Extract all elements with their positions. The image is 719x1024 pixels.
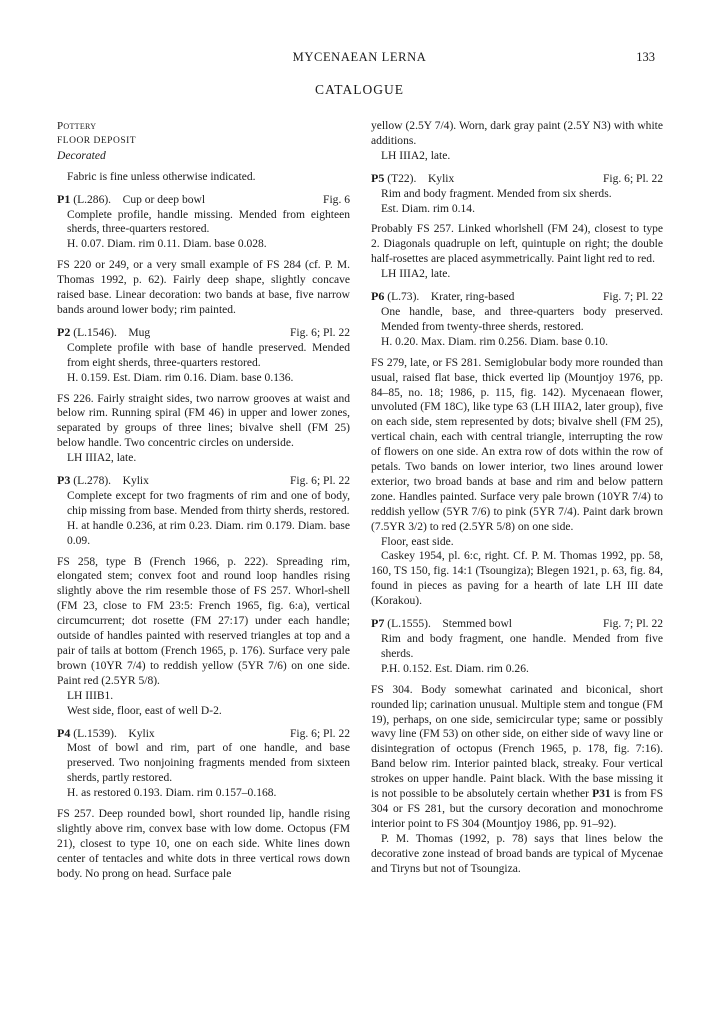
section-title: CATALOGUE: [315, 82, 404, 97]
entry-dimensions: H. 0.20. Max. Diam. rim 0.256. Diam. base 0.10.: [381, 335, 609, 348]
category-heading: Pottery: [57, 120, 97, 132]
entry-description: One handle, base, and three-quarters body preserved. Mended from twenty-three sherds, restored.: [381, 305, 663, 333]
entry-note: P. M. Thomas (1992, p. 78) says that lines below the decorative zone instead of broad bands are typical of Mycenae and Tiryns but not of Tsoungiza.: [371, 832, 663, 875]
entry-commentary: FS 257. Deep rounded bowl, short rounded lip, handle rising slightly above rim, convex base with low dome. Octopus (FM 21), closest to type 10, one on each side. White lines down center of tentacles and white dots in three vertical rows down body. No prong on head. Surface pale: [57, 808, 350, 880]
entry-title: (L.278). Kylix: [70, 475, 149, 488]
entry-id: P6: [371, 289, 385, 304]
entry-dimensions: H. 0.07. Diam. rim 0.11. Diam. base 0.028.: [67, 238, 267, 251]
page-number: 133: [636, 50, 655, 64]
entry-title: (L.1539). Kylix: [70, 727, 155, 740]
entry-id: P7: [371, 616, 385, 631]
commentary-text: FS 304. Body somewhat carinated and biconical, short rounded lip; carination unusual. Multiple stem and tongue (FM 19), perhaps, on one side, semicircular type; same or possibly wavy line (FM 53) on other side, on either side of wavy line or disintegration of octopus (French 1965, p. 178, fig. 7:16). Band below rim. Interior painted black, streaky. Four vertical strokes on upper handle. Paint black. With the base missing it is not possible to be absolutely certain whether: [371, 683, 663, 801]
figure-ref: Fig. 7; Pl. 22: [603, 618, 663, 631]
entry-title: (T22). Kylix: [384, 172, 455, 185]
entry-head-p2: [57, 325, 350, 341]
entry-id: P1: [57, 191, 71, 206]
entry-commentary: FS 279, late, or FS 281. Semiglobular body more rounded than usual, raised flat base, thick everted lip (Mountjoy 1976, pp. 84–85, no. 18; 1986, p. 115, fig. 142). Mycenaean flower, unvoluted (FM 18C), like type 63 (LH IIIA2, later group), five on each side, stem represented by dots; bivalve shell (FM 25), vertical chain, each with central triangle, interrupting the row of flowers on one side. An extra row of dots within the row of petals. Two bands on lower interior, two lines around lower exterior, two broad bands at base and rim and below pattern zone. Handles painted. Surface very pale brown (10YR 7/4) to reddish yellow (5YR 7/6) to pink (5YR 7/4). Paint dark brown (7.5YR 3/2) to red (2.5YR 5/8) on one side.: [371, 356, 663, 533]
entry-title: (L.286). Cup or deep bowl: [70, 193, 206, 206]
page-header: [0, 50, 719, 68]
entry-title: (L.73). Krater, ring-based: [384, 291, 515, 304]
entry-dimensions: P.H. 0.152. Est. Diam. rim 0.26.: [381, 662, 529, 675]
entry-date: LH IIIA2, late.: [381, 268, 451, 281]
entry-commentary: [371, 683, 663, 832]
entry-id: P4: [57, 725, 71, 740]
entry-id: P5: [371, 170, 385, 185]
figure-ref: Fig. 7; Pl. 22: [603, 291, 663, 304]
entry-findspot: West side, floor, east of well D-2.: [67, 704, 222, 717]
entry-dimensions: H. 0.159. Est. Diam. rim 0.16. Diam. base 0.136.: [67, 371, 294, 384]
entry-commentary: FS 220 or 249, or a very small example of FS 284 (cf. P. M. Thomas 1992, p. 62). Fairly deep shape, slightly concave raised base. Linear decoration: two bands at base, five narrow bands around lower body; rim painted.: [57, 259, 350, 316]
right-column: [371, 119, 663, 877]
entry-title: (L.1555). Stemmed bowl: [384, 618, 512, 631]
entry-dimensions: H. as restored 0.193. Diam. rim 0.157–0.168.: [67, 787, 277, 800]
running-title: MYCENAEAN LERNA: [292, 50, 427, 64]
entry-date: LH IIIA2, late.: [381, 149, 451, 162]
figure-ref: Fig. 6; Pl. 22: [290, 727, 350, 740]
entry-date: LH IIIB1.: [67, 689, 114, 702]
entry-dimensions: Est. Diam. rim 0.14.: [381, 202, 475, 215]
entry-head-p6: [371, 289, 663, 305]
entry-commentary-continued: yellow (2.5Y 7/4). Worn, dark gray paint (2.5Y N3) with white additions.: [371, 120, 663, 147]
left-column: [57, 119, 350, 882]
entry-description: Complete profile, handle missing. Mended from eighteen sherds, three-quarters restored.: [67, 208, 350, 236]
commentary-text: is from FS 304 or FS 281, but the cursory decoration and monochrome interior point to FS 304 (Mountjoy 1986, pp. 91–92).: [371, 788, 664, 830]
entry-dimensions: H. at handle 0.236, at rim 0.23. Diam. rim 0.179. Diam. base 0.09.: [67, 519, 350, 547]
entry-head-p7: [371, 616, 663, 632]
catalogue-ref: P31: [592, 788, 611, 801]
entry-references: Caskey 1954, pl. 6:c, right. Cf. P. M. Thomas 1992, pp. 58, 160, TS 150, fig. 14:1 (Tsoungiza); Blegen 1921, p. 63, fig. 84, found in pieces as paving for a hearth of late LH III date (Korakou).: [371, 550, 663, 608]
entry-title: (L.1546). Mug: [70, 326, 151, 339]
entry-findspot: Floor, east side.: [381, 535, 454, 548]
figure-ref: Fig. 6; Pl. 22: [290, 326, 350, 339]
entry-date: LH IIIA2, late.: [67, 452, 137, 465]
entry-description: Complete profile with base of handle preserved. Mended from eight sherds, three-quarters restored.: [67, 341, 350, 369]
entry-commentary: FS 226. Fairly straight sides, two narrow grooves at waist and below rim. Running spiral (FM 46) in upper and lower zones, separated by groups of three lines; bivalve shell (FM 25) below handle. Two concentric circles on underside.: [57, 392, 350, 450]
group-heading: Decorated: [57, 149, 106, 162]
entry-commentary: Probably FS 257. Linked whorlshell (FM 24), closest to type 2. Diagonals quadruple on left, quintuple on right; the double half-rosettes are placed asymmetrically. Paint light red to red.: [371, 223, 663, 266]
fabric-note: Fabric is fine unless otherwise indicated.: [67, 170, 256, 183]
entry-id: P3: [57, 473, 71, 488]
figure-ref: Fig. 6; Pl. 22: [603, 172, 663, 185]
entry-description: Rim and body fragment, one handle. Mended from five sherds.: [381, 633, 663, 660]
entry-head-p1: [57, 192, 350, 208]
entry-head-p4: [57, 726, 350, 742]
entry-head-p5: [371, 171, 663, 187]
figure-ref: Fig. 6; Pl. 22: [290, 475, 350, 488]
entry-head-p3: [57, 473, 350, 489]
entry-description: Most of bowl and rim, part of one handle, and base preserved. Two nonjoining fragments mended from sixteen sherds, partly restored.: [67, 742, 350, 785]
figure-ref: Fig. 6: [323, 193, 350, 206]
entry-description: Complete except for two fragments of rim and one of body, chip missing from base. Mended from thirty sherds, restored.: [67, 489, 350, 517]
subcategory-heading: FLOOR DEPOSIT: [57, 135, 137, 146]
entry-commentary: FS 258, type B (French 1966, p. 222). Spreading rim, elongated stem; convex foot and round loop handles rising slightly above the rim resemble those of FS 257. Whorl-shell (FM 23, close to FM 23:5: French 1965, fig. 6:a), vertical circumcurrent; dot rosette (FM 27:17) under each handle; outside of handles painted with reserved triangles at top and a pair of tails at bottom (French 1965, p. 176). Surface very pale brown (10YR 7/4) to reddish yellow (5YR 7/6) on one side. Paint red (2.5YR 5/8).: [57, 555, 350, 687]
entry-description: Rim and body fragment. Mended from six sherds.: [381, 187, 612, 200]
entry-id: P2: [57, 324, 71, 339]
